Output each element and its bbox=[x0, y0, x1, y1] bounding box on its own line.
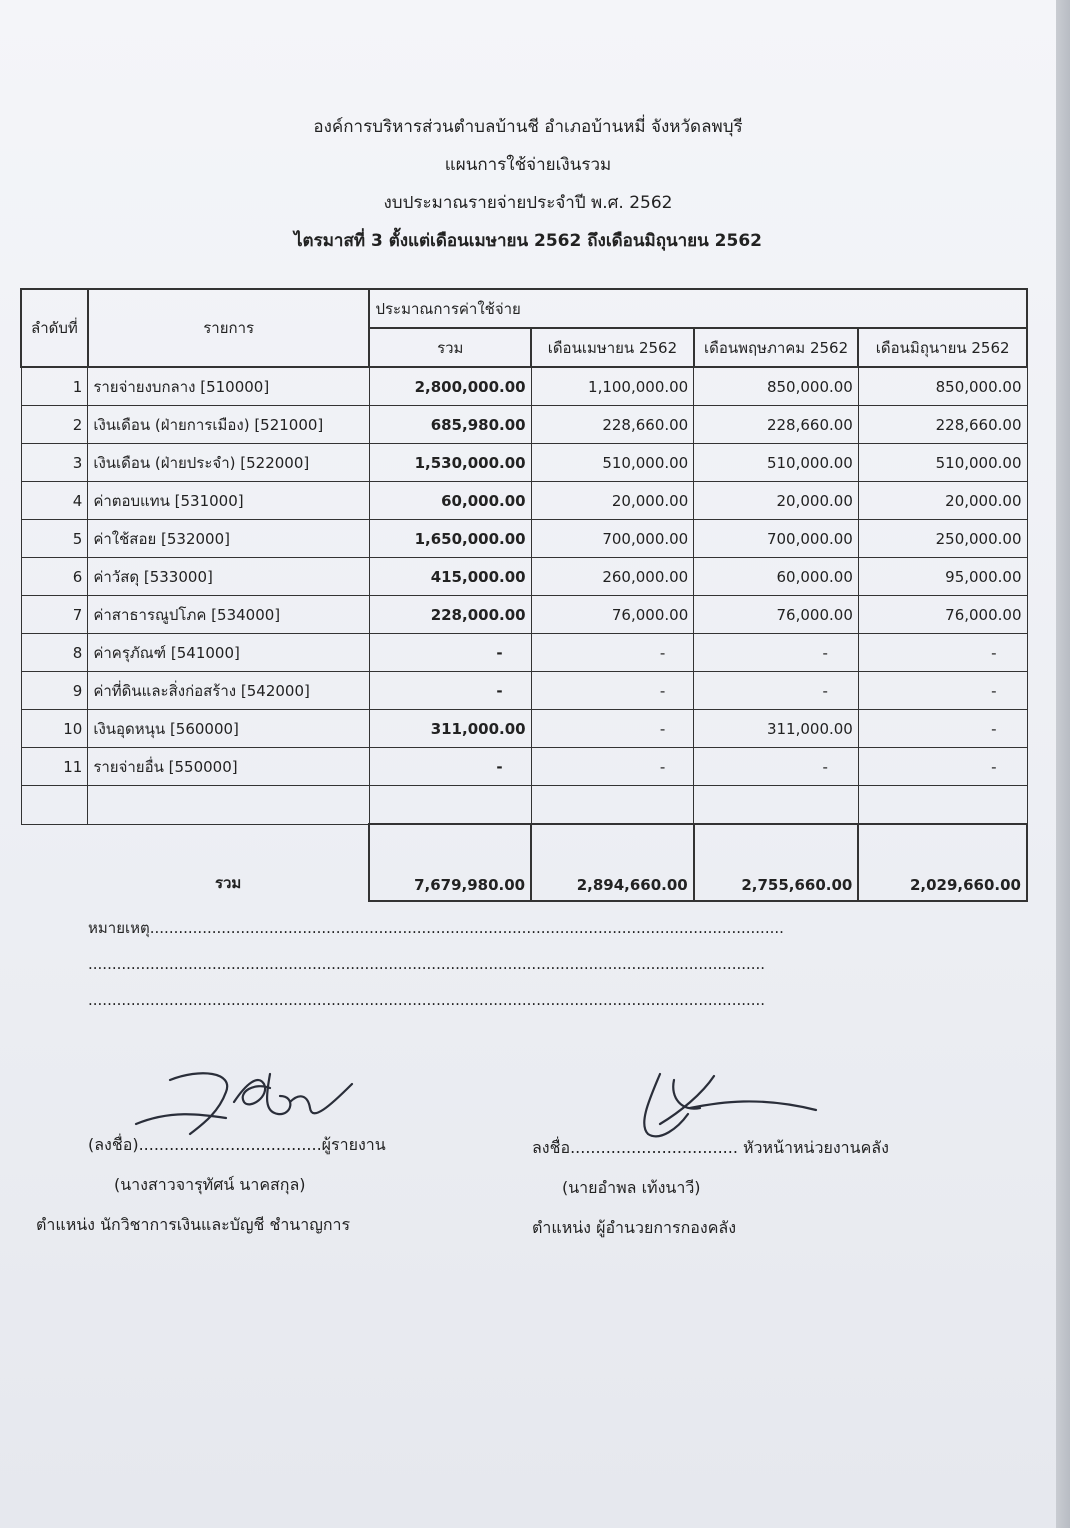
row-may: 76,000.00 bbox=[694, 596, 859, 634]
table-row bbox=[21, 406, 1027, 444]
row-no: 8 bbox=[21, 634, 88, 672]
row-total: 1,530,000.00 bbox=[369, 444, 531, 482]
row-item: ค่าใช้สอย [532000] bbox=[88, 520, 370, 558]
row-may: - bbox=[694, 748, 859, 786]
budget-year: งบประมาณรายจ่ายประจำปี พ.ศ. 2562 bbox=[383, 193, 673, 213]
row-no: 9 bbox=[21, 672, 88, 710]
row-may: 700,000.00 bbox=[694, 520, 859, 558]
row-april: - bbox=[531, 710, 694, 748]
row-total: 60,000.00 bbox=[369, 482, 531, 520]
table-row-empty bbox=[21, 786, 1027, 825]
sum-label: รวม bbox=[88, 824, 370, 901]
col-header-april: เดือนเมษายน 2562 bbox=[531, 328, 694, 367]
row-no: 10 bbox=[21, 710, 88, 748]
table-row bbox=[21, 444, 1027, 482]
quarter-period: ไตรมาสที่ 3 ตั้งแต่เดือนเมษายน 2562 ถึงเดือนมิถุนายน 2562 bbox=[294, 231, 762, 251]
signer-position: ตำแหน่ง ผู้อำนวยการกองคลัง bbox=[532, 1218, 737, 1237]
table-row bbox=[21, 596, 1027, 634]
row-total: - bbox=[369, 634, 531, 672]
row-april: 510,000.00 bbox=[531, 444, 694, 482]
row-item: เงินเดือน (ฝ่ายการเมือง) [521000] bbox=[88, 406, 370, 444]
row-april: 260,000.00 bbox=[531, 558, 694, 596]
row-june: - bbox=[858, 672, 1027, 710]
row-april: 700,000.00 bbox=[531, 520, 694, 558]
row-june: - bbox=[858, 748, 1027, 786]
row-april: - bbox=[531, 672, 694, 710]
signature-block-right bbox=[532, 1128, 889, 1248]
table-row bbox=[21, 672, 1027, 710]
row-april: 1,100,000.00 bbox=[531, 367, 694, 406]
table-row bbox=[21, 710, 1027, 748]
col-header-total: รวม bbox=[369, 328, 531, 367]
row-item: รายจ่ายงบกลาง [510000] bbox=[88, 367, 370, 406]
sum-april: 2,894,660.00 bbox=[531, 824, 694, 901]
row-no: 1 bbox=[21, 367, 88, 406]
row-april: 228,660.00 bbox=[531, 406, 694, 444]
row-no: 4 bbox=[21, 482, 88, 520]
table-row bbox=[21, 634, 1027, 672]
row-april: 76,000.00 bbox=[531, 596, 694, 634]
row-may: 228,660.00 bbox=[694, 406, 859, 444]
notes-section bbox=[88, 910, 784, 1018]
row-item: เงินอุดหนุน [560000] bbox=[88, 710, 370, 748]
row-may: 60,000.00 bbox=[694, 558, 859, 596]
row-june: 76,000.00 bbox=[858, 596, 1027, 634]
sum-row bbox=[21, 824, 1027, 901]
row-may: 510,000.00 bbox=[694, 444, 859, 482]
table-row bbox=[21, 520, 1027, 558]
budget-table bbox=[20, 288, 1028, 902]
sign-line: ลงชื่อ................................. หัวหน้าหน่วยงานคลัง bbox=[532, 1138, 889, 1157]
row-total: - bbox=[369, 748, 531, 786]
col-group-header: ประมาณการค่าใช้จ่าย bbox=[369, 289, 1027, 328]
plan-title: แผนการใช้จ่ายเงินรวม bbox=[444, 155, 612, 175]
row-april: 20,000.00 bbox=[531, 482, 694, 520]
row-june: 850,000.00 bbox=[858, 367, 1027, 406]
row-item: เงินเดือน (ฝ่ายประจำ) [522000] bbox=[88, 444, 370, 482]
row-item: ค่าตอบแทน [531000] bbox=[88, 482, 370, 520]
sum-may: 2,755,660.00 bbox=[694, 824, 859, 901]
col-header-june: เดือนมิถุนายน 2562 bbox=[858, 328, 1027, 367]
sum-june: 2,029,660.00 bbox=[858, 824, 1027, 901]
col-header-item: รายการ bbox=[88, 289, 370, 367]
row-june: 510,000.00 bbox=[858, 444, 1027, 482]
table-row bbox=[21, 748, 1027, 786]
page-edge bbox=[1056, 0, 1070, 1528]
signer-name: (นางสาวจารุทัศน์ นาคสกุล) bbox=[114, 1175, 306, 1194]
row-total: 685,980.00 bbox=[369, 406, 531, 444]
row-june: 228,660.00 bbox=[858, 406, 1027, 444]
signer-name: (นายอำพล เท้งนาวี) bbox=[562, 1178, 701, 1197]
notes-line: .............................................................................................................................................. bbox=[88, 991, 766, 1009]
row-item: รายจ่ายอื่น [550000] bbox=[88, 748, 370, 786]
row-total: 2,800,000.00 bbox=[369, 367, 531, 406]
row-total: 415,000.00 bbox=[369, 558, 531, 596]
row-total: 228,000.00 bbox=[369, 596, 531, 634]
row-no: 11 bbox=[21, 748, 88, 786]
sign-line: (ลงชื่อ)....................................ผู้รายงาน bbox=[88, 1135, 386, 1154]
row-may: 20,000.00 bbox=[694, 482, 859, 520]
row-june: 20,000.00 bbox=[858, 482, 1027, 520]
row-no: 2 bbox=[21, 406, 88, 444]
col-header-no: ลำดับที่ bbox=[21, 289, 88, 367]
row-no: 6 bbox=[21, 558, 88, 596]
row-no: 3 bbox=[21, 444, 88, 482]
table-row bbox=[21, 558, 1027, 596]
col-header-may: เดือนพฤษภาคม 2562 bbox=[694, 328, 859, 367]
row-item: ค่าครุภัณฑ์ [541000] bbox=[88, 634, 370, 672]
sum-total: 7,679,980.00 bbox=[369, 824, 531, 901]
row-item: ค่าที่ดินและสิ่งก่อสร้าง [542000] bbox=[88, 672, 370, 710]
row-may: - bbox=[694, 672, 859, 710]
row-total: 311,000.00 bbox=[369, 710, 531, 748]
row-total: 1,650,000.00 bbox=[369, 520, 531, 558]
table-row bbox=[21, 367, 1027, 406]
row-total: - bbox=[369, 672, 531, 710]
row-no: 7 bbox=[21, 596, 88, 634]
notes-line: หมายเหตุ..................................................................................................................................... bbox=[88, 919, 784, 937]
row-june: 250,000.00 bbox=[858, 520, 1027, 558]
row-june: 95,000.00 bbox=[858, 558, 1027, 596]
row-may: 311,000.00 bbox=[694, 710, 859, 748]
row-item: ค่าสาธารณูปโภค [534000] bbox=[88, 596, 370, 634]
row-may: - bbox=[694, 634, 859, 672]
table-row bbox=[21, 482, 1027, 520]
document-header bbox=[0, 108, 1056, 260]
row-item: ค่าวัสดุ [533000] bbox=[88, 558, 370, 596]
row-april: - bbox=[531, 748, 694, 786]
row-may: 850,000.00 bbox=[694, 367, 859, 406]
signer-position: ตำแหน่ง นักวิชาการเงินและบัญชี ชำนาญการ bbox=[36, 1215, 351, 1234]
row-june: - bbox=[858, 634, 1027, 672]
row-june: - bbox=[858, 710, 1027, 748]
notes-line: .............................................................................................................................................. bbox=[88, 955, 766, 973]
org-title: องค์การบริหารส่วนตำบลบ้านชี อำเภอบ้านหมี่ จังหวัดลพบุรี bbox=[313, 117, 743, 137]
row-no: 5 bbox=[21, 520, 88, 558]
row-april: - bbox=[531, 634, 694, 672]
signature-block-left bbox=[36, 1125, 386, 1245]
